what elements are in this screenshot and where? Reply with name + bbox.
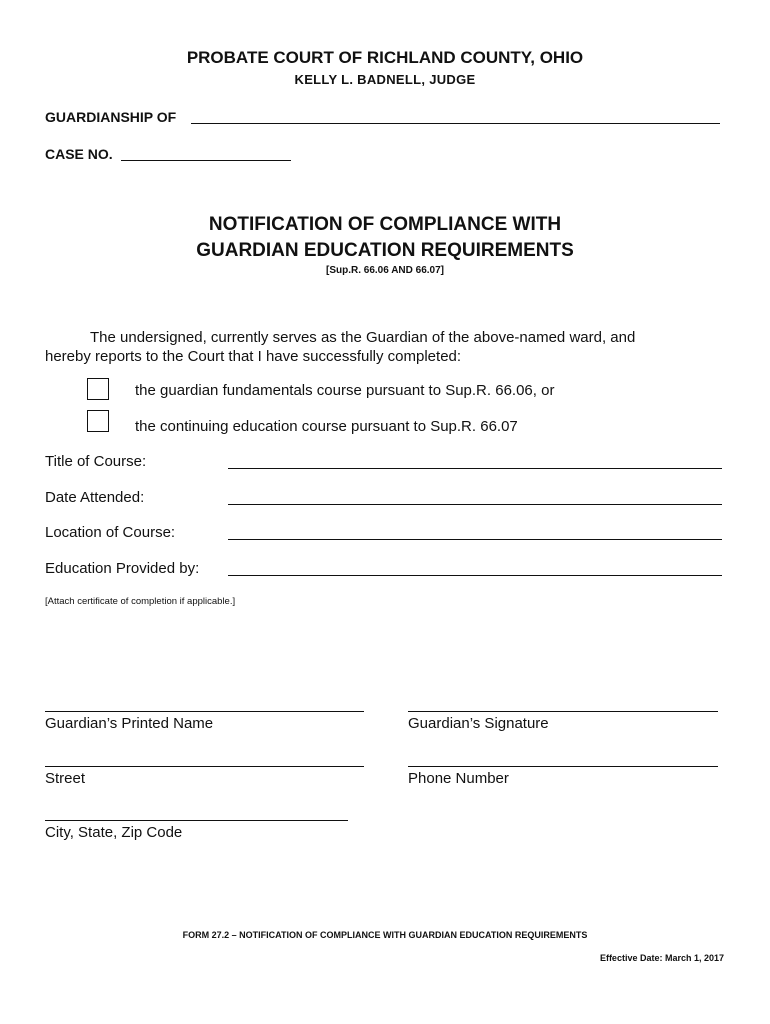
title-of-course-label: Title of Course: (45, 453, 147, 470)
street-field[interactable] (45, 766, 364, 767)
attach-certificate-note: [Attach certificate of completion if applicable.] (45, 596, 236, 607)
judge-name: KELLY L. BADNELL, JUDGE (294, 72, 476, 87)
city-state-zip-field[interactable] (45, 820, 348, 821)
intro-line1: The undersigned, currently serves as the Guardian of the above-named ward, and (90, 329, 636, 346)
location-of-course-label: Location of Course: (45, 524, 176, 541)
continuing-education-checkbox[interactable] (87, 410, 109, 432)
document-title-line2: GUARDIAN EDUCATION REQUIREMENTS (196, 240, 574, 261)
phone-label: Phone Number (408, 770, 509, 787)
printed-name-field[interactable] (45, 711, 364, 712)
date-attended-field[interactable] (228, 504, 722, 505)
case-no-label: CASE NO. (45, 146, 113, 162)
city-state-zip-label: City, State, Zip Code (45, 824, 183, 841)
fundamentals-course-label: the guardian fundamentals course pursuant to Sup.R. 66.06, or (135, 382, 555, 399)
intro-line2: hereby reports to the Court that I have successfully completed: (45, 348, 462, 365)
education-provided-by-label: Education Provided by: (45, 560, 200, 577)
form-footer-title: FORM 27.2 – NOTIFICATION OF COMPLIANCE WITH GUARDIAN EDUCATION REQUIREMENTS (182, 930, 588, 940)
education-provided-by-field[interactable] (228, 575, 722, 576)
continuing-education-label: the continuing education course pursuant to Sup.R. 66.07 (135, 418, 518, 435)
guardianship-field[interactable] (191, 123, 720, 124)
effective-date: Effective Date: March 1, 2017 (599, 953, 724, 963)
street-label: Street (45, 770, 86, 787)
phone-field[interactable] (408, 766, 718, 767)
guardianship-label: GUARDIANSHIP OF (45, 109, 177, 125)
date-attended-label: Date Attended: (45, 489, 145, 506)
court-name: PROBATE COURT OF RICHLAND COUNTY, OHIO (186, 48, 584, 67)
document-title-line1: NOTIFICATION OF COMPLIANCE WITH (208, 214, 562, 235)
signature-label: Guardian’s Signature (408, 715, 549, 732)
title-of-course-field[interactable] (228, 468, 722, 469)
fundamentals-course-checkbox[interactable] (87, 378, 109, 400)
printed-name-label: Guardian’s Printed Name (45, 715, 214, 732)
signature-field[interactable] (408, 711, 718, 712)
case-no-field[interactable] (121, 160, 291, 161)
location-of-course-field[interactable] (228, 539, 722, 540)
rule-reference: [Sup.R. 66.06 AND 66.07] (325, 265, 444, 276)
